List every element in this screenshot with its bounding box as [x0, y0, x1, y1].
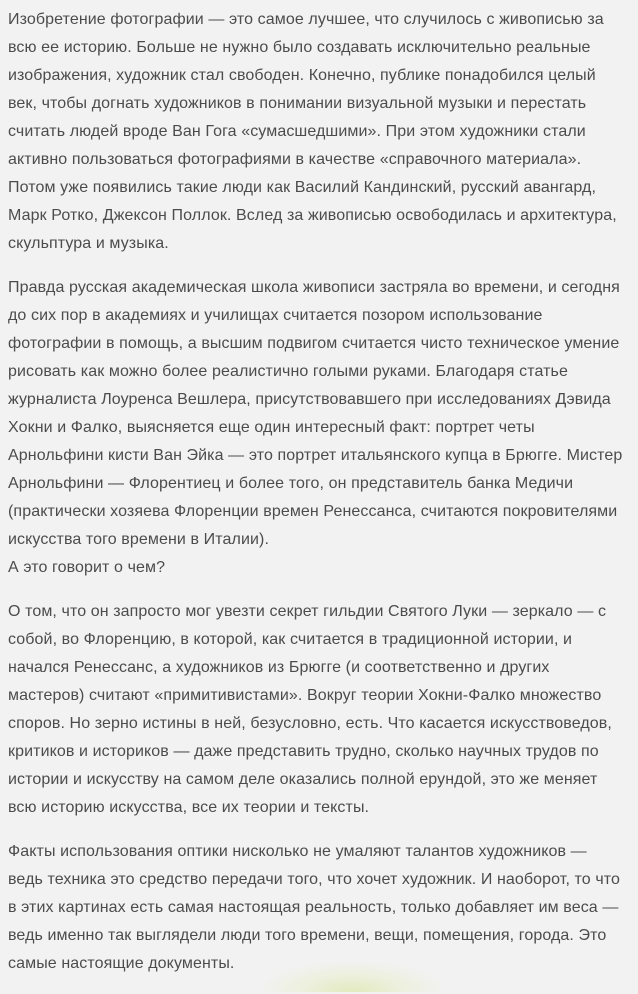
text-line: журналиста Лоуренса Вешлера, присутствовавшего при исследованиях Дэвида	[8, 391, 611, 408]
text-line: век, чтобы догнать художников в понимании визуальной музыки и перестать	[8, 95, 587, 112]
text-line: истории и искусству на самом деле оказались полной ерундой, это же меняет	[8, 771, 598, 788]
text-line: всю ее историю. Больше не нужно было создавать исключительно реальные	[8, 39, 591, 56]
text-line: фотографии в помощь, а высшим подвигом считается чисто техническое умение	[8, 335, 620, 352]
text-line: до сих пор в академиях и училищах считается позором использование	[8, 307, 543, 324]
text-line: А это говорит о чем?	[8, 559, 166, 576]
paragraph	[8, 274, 632, 582]
paragraph	[8, 838, 632, 978]
text-line: мастеров) считают «примитивистами». Вокруг теории Хокни-Фалко множество	[8, 687, 602, 704]
text-line: начался Ренессанс, а художников из Брюгге (и соответственно и других	[8, 659, 550, 676]
text-line: активно пользоваться фотографиями в качестве «справочного материала».	[8, 151, 582, 168]
text-line: собой, во Флоренцию, в которой, как считается в традиционной истории, и	[8, 631, 573, 648]
text-line: изображения, художник стал свободен. Конечно, публике понадобился целый	[8, 67, 596, 84]
text-line: Марк Ротко, Джексон Поллок. Вслед за живописью освободилась и архитектура,	[8, 207, 617, 224]
text-line: Факты использования оптики нисколько не умаляют талантов художников —	[8, 843, 587, 860]
paragraph	[8, 6, 632, 258]
text-line: Правда русская академическая школа живописи застряла во времени, и сегодня	[8, 279, 620, 296]
text-line: споров. Но зерно истины в ней, безусловно, есть. Что касается искусствоведов,	[8, 715, 612, 732]
text-line: скульптура и музыка.	[8, 235, 169, 252]
text-line: всю историю искусства, все их теории и тексты.	[8, 799, 370, 816]
text-line: ведь техника это средство передачи того, что хочет художник. И наоборот, то что	[8, 871, 621, 888]
text-line: Изобретение фотографии — это самое лучшее, что случилось с живописью за	[8, 11, 604, 28]
text-line: считать людей вроде Ван Гога «сумасшедшими». При этом художники стали	[8, 123, 586, 140]
text-line: самые настоящие документы.	[8, 955, 235, 972]
text-line: Арнольфини — Флорентиец и более того, он представитель банка Медичи	[8, 475, 574, 492]
text-line: ведь именно так выглядели люди того времени, вещи, помещения, города. Это	[8, 927, 607, 944]
article-text	[8, 6, 632, 994]
paragraph	[8, 598, 632, 822]
text-line: (практически хозяева Флоренции времен Ренессанса, считаются покровителями	[8, 503, 618, 520]
text-line: рисовать как можно более реалистично голыми руками. Благодаря статье	[8, 363, 568, 380]
text-line: в этих картинах есть самая настоящая реальность, только добавляет им веса —	[8, 899, 619, 916]
text-line: Хокни и Фалко, выясняется еще один интересный факт: портрет четы	[8, 419, 535, 436]
text-line: О том, что он запросто мог увезти секрет гильдии Святого Луки — зеркало — с	[8, 603, 607, 620]
text-line: критиков и историков — даже представить трудно, сколько научных трудов по	[8, 743, 599, 760]
text-line: искусства того времени в Италии).	[8, 531, 269, 548]
text-line: Потом уже появились такие люди как Василий Кандинский, русский авангард,	[8, 179, 597, 196]
text-line: Арнольфини кисти Ван Эйка — это портрет итальянского купца в Брюгге. Мистер	[8, 447, 623, 464]
